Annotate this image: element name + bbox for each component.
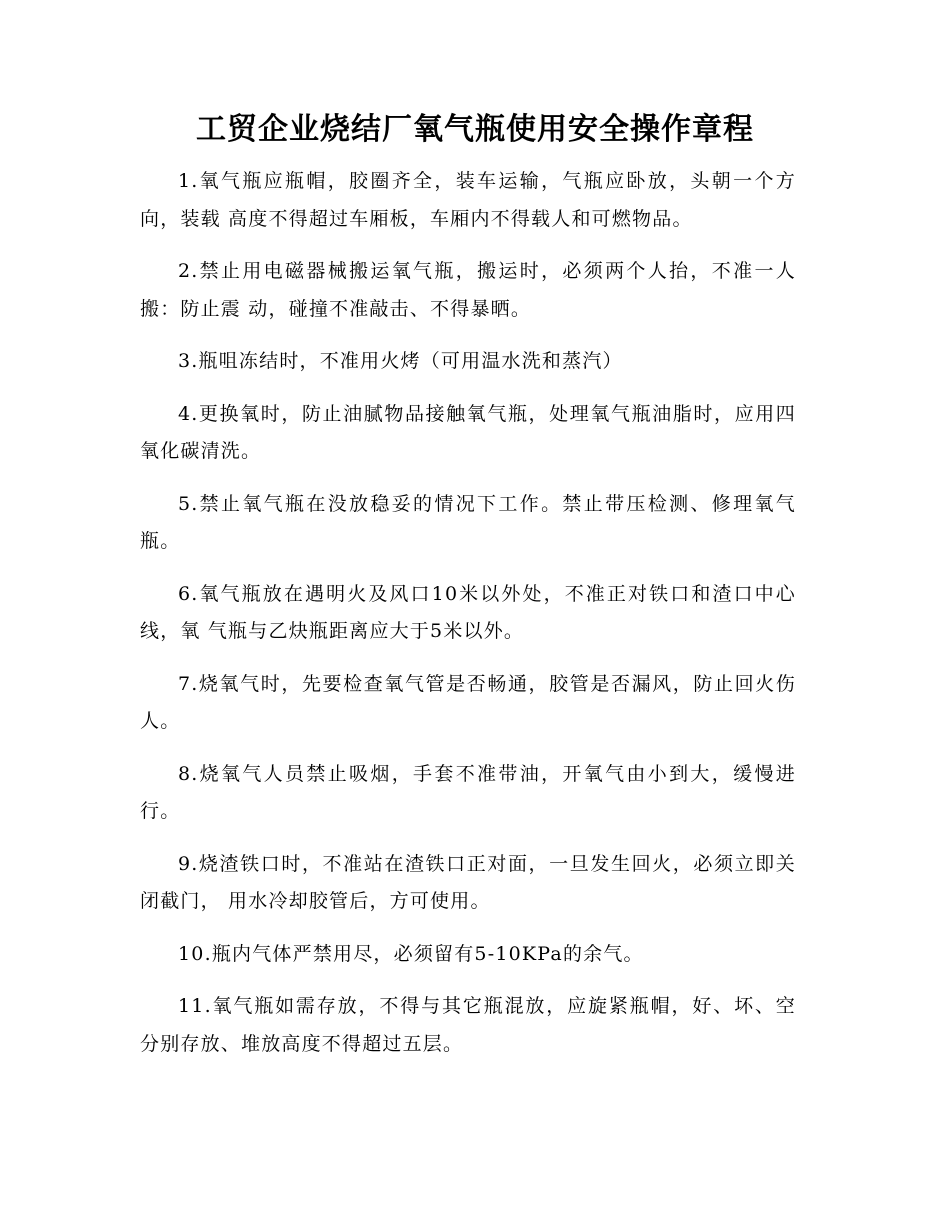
paragraph-8: 8.烧氧气人员禁止吸烟，手套不准带油，开氧气由小到大，缓慢进行。 xyxy=(140,762,796,822)
paragraph-2: 2.禁止用电磁器械搬运氧气瓶，搬运时，必须两个人抬，不准一人搬：防止震 动，碰撞不准敲击、不得暴晒。 xyxy=(140,260,796,320)
paragraph-5: 5.禁止氧气瓶在没放稳妥的情况下工作。禁止带压检测、修理氧气瓶。 xyxy=(140,492,796,552)
paragraph-9: 9.烧渣铁口时，不准站在渣铁口正对面，一旦发生回火，必须立即关闭截门， 用水冷却胶管后，方可使用。 xyxy=(140,852,796,912)
paragraph-10: 10.瓶内气体严禁用尽，必须留有5-10KPa的余气。 xyxy=(178,942,644,965)
paragraph-1: 1.氧气瓶应瓶帽，胶圈齐全，装车运输，气瓶应卧放，头朝一个方向，装载 高度不得超过车厢板，车厢内不得载人和可燃物品。 xyxy=(140,170,796,230)
paragraph-7: 7.烧氧气时，先要检查氧气管是否畅通，胶管是否漏风，防止回火伤人。 xyxy=(140,672,796,732)
paragraph-3: 3.瓶咀冻结时，不准用火烤（可用温水洗和蒸汽） xyxy=(178,350,623,372)
paragraph-4: 4.更换氧时，防止油腻物品接触氧气瓶，处理氧气瓶油脂时，应用四氧化碳清洗。 xyxy=(140,402,796,462)
paragraph-11: 11.氧气瓶如需存放，不得与其它瓶混放，应旋紧瓶帽，好、坏、空分别存放、堆放高度不得超过五层。 xyxy=(140,995,796,1055)
paragraph-6: 6.氧气瓶放在遇明火及风口10米以外处，不准正对铁口和渣口中心线，氧 气瓶与乙炔瓶距离应大于5米以外。 xyxy=(140,582,796,642)
document-body xyxy=(140,163,796,1078)
document-title: 工贸企业烧结厂氧气瓶使用安全操作章程 xyxy=(196,112,754,147)
